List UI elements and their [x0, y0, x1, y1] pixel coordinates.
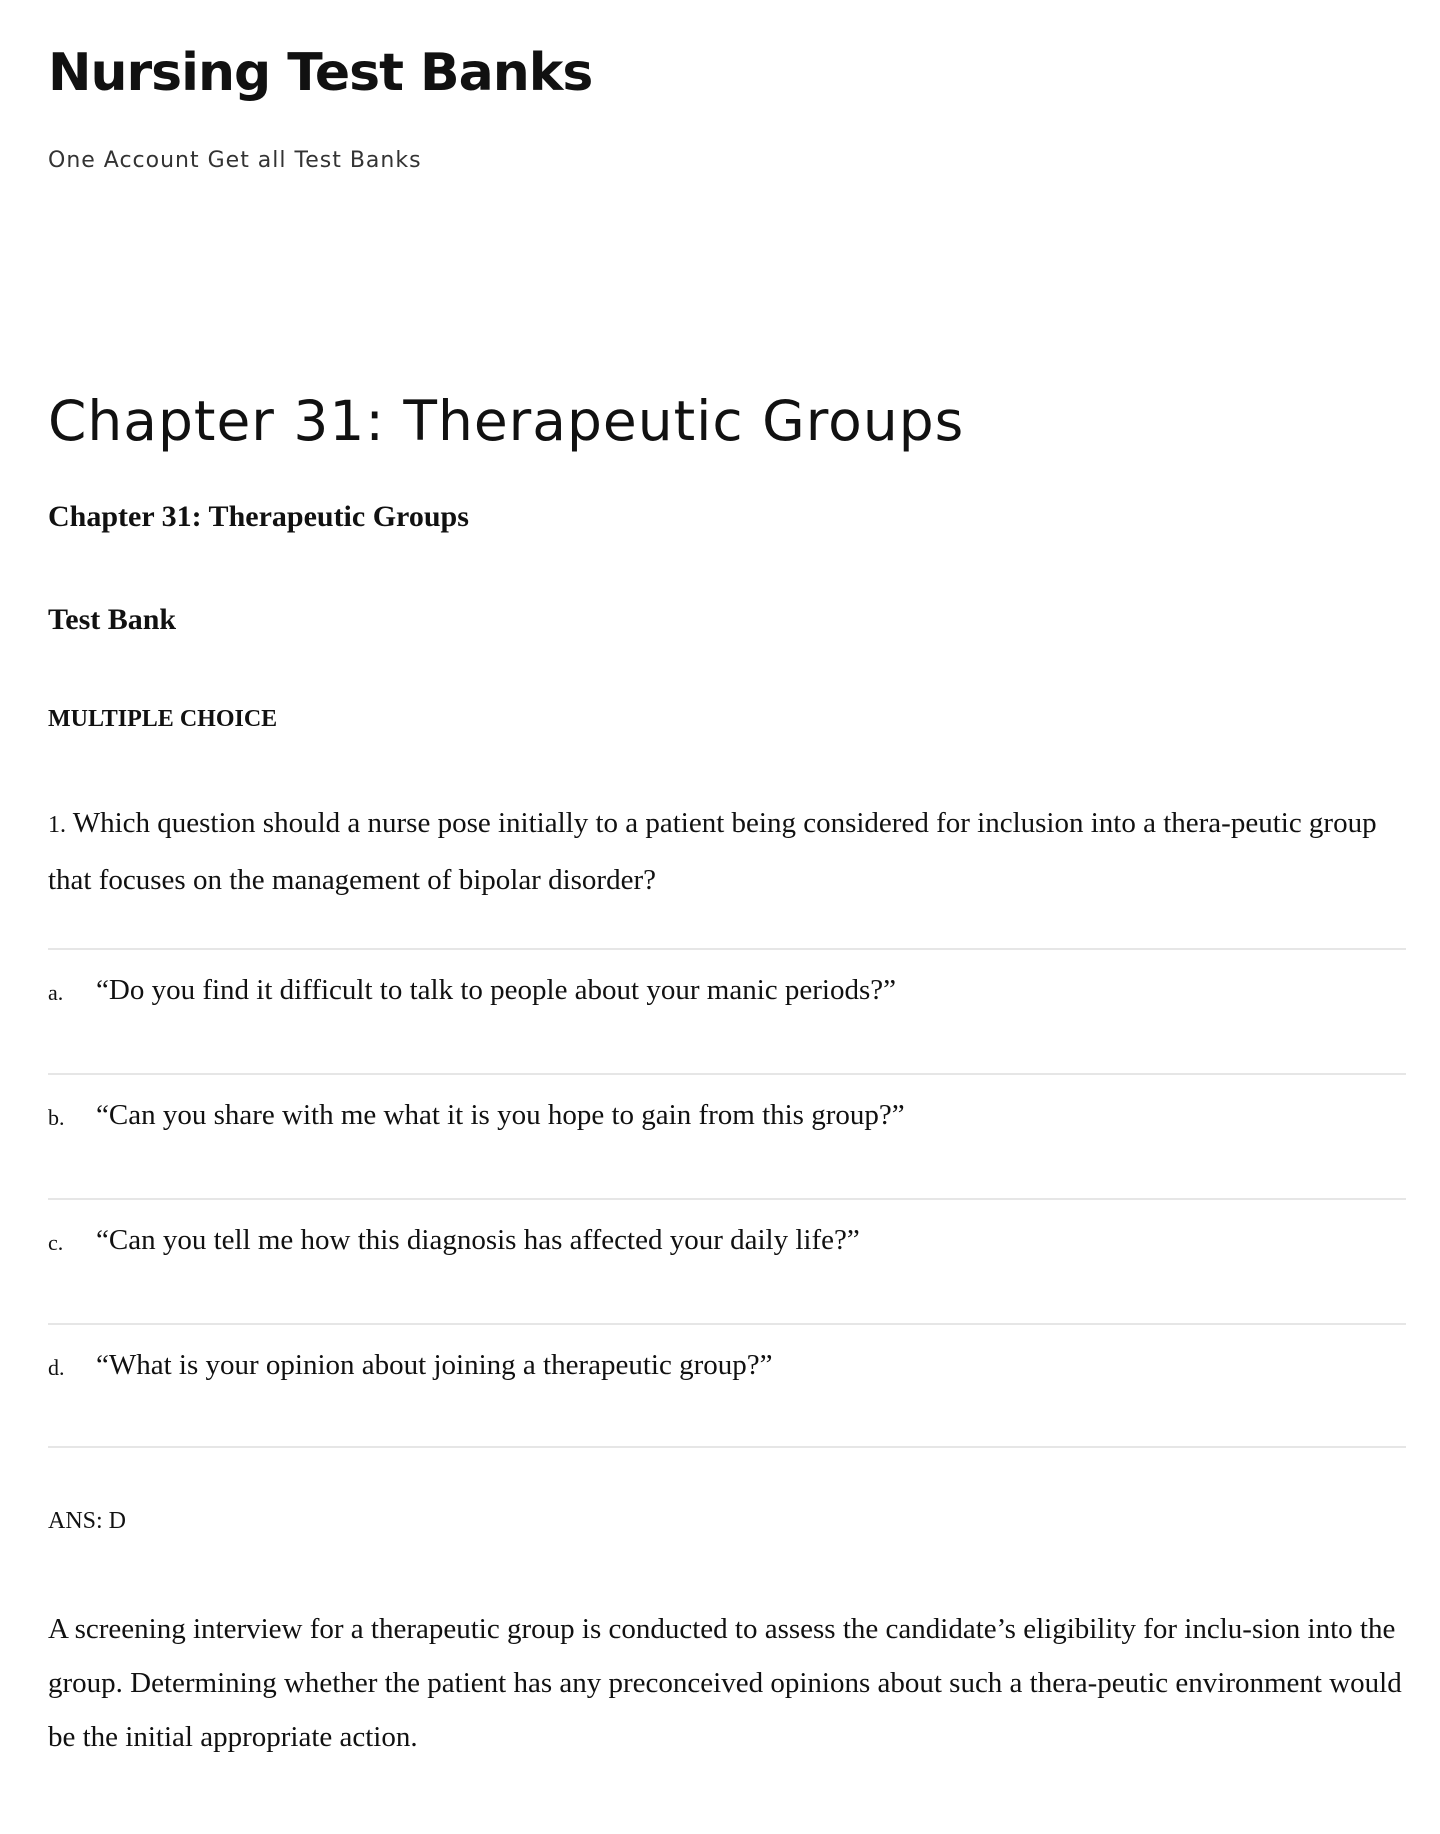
site-title[interactable]: Nursing Test Banks [48, 43, 593, 103]
option-text: “Can you tell me how this diagnosis has affected your daily life?” [96, 1224, 860, 1256]
option-letter: c. [48, 1230, 64, 1255]
option-letter: a. [48, 980, 64, 1005]
question-number: 1. [48, 812, 66, 838]
answer-options [48, 948, 1406, 1448]
chapter-heading: Chapter 31: Therapeutic Groups [48, 500, 469, 533]
article-title: Chapter 31: Therapeutic Groups [48, 389, 965, 453]
question-text [48, 796, 1406, 908]
option-a [48, 948, 1406, 1073]
option-c [48, 1198, 1406, 1323]
option-letter: d. [48, 1355, 65, 1380]
option-letter: b. [48, 1105, 65, 1130]
option-d [48, 1323, 1406, 1448]
option-b [48, 1073, 1406, 1198]
option-text: “Can you share with me what it is you hope to gain from this group?” [96, 1099, 905, 1131]
answer-key: ANS: D [48, 1508, 127, 1534]
site-tagline: One Account Get all Test Banks [48, 148, 422, 173]
option-text: “What is your opinion about joining a therapeutic group?” [96, 1349, 773, 1381]
option-text: “Do you find it difficult to talk to people about your manic periods?” [96, 974, 896, 1006]
rationale-text: A screening interview for a therapeutic group is conducted to assess the candidate’s eligibility for inclu-sion into the group. Determining whether the patient has any preconceived opinions about such a thera-peutic environment would be the initial appropriate action. [48, 1613, 1402, 1753]
test-bank-heading: Test Bank [48, 603, 177, 636]
section-heading: MULTIPLE CHOICE [48, 706, 278, 732]
question-body: Which question should a nurse pose initially to a patient being considered for inclusion into a thera-peutic group that focuses on the management of bipolar disorder? [48, 807, 1377, 896]
